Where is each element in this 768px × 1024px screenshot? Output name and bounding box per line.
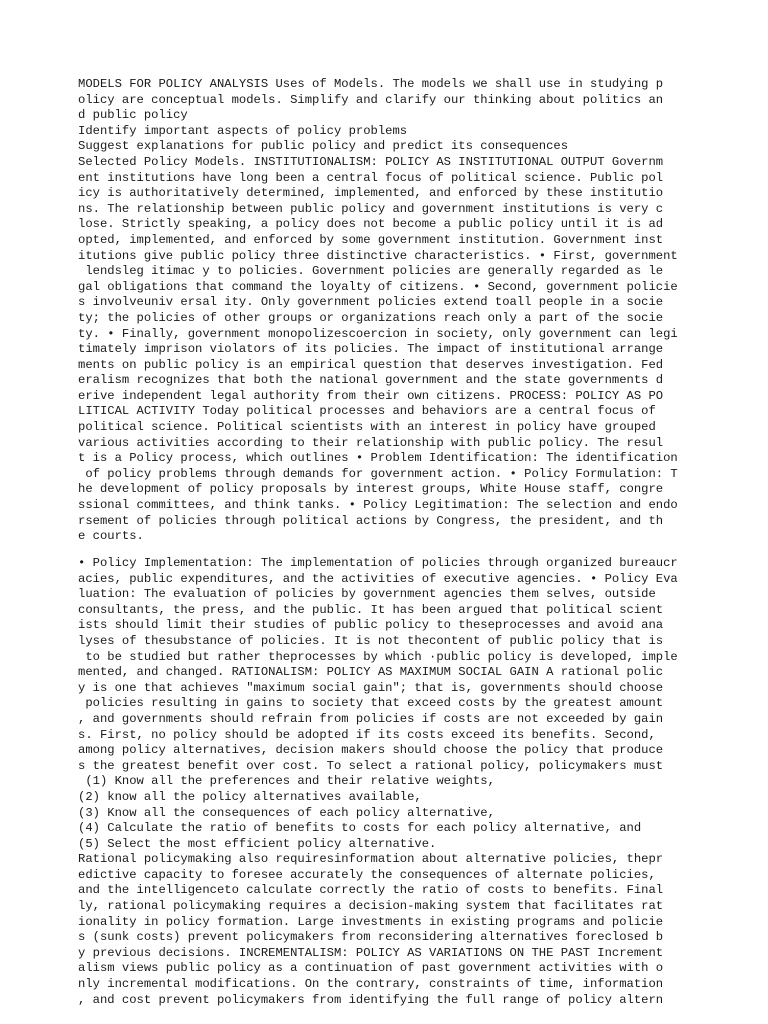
document-paragraph-models-and-process: MODELS FOR POLICY ANALYSIS Uses of Models. The models we shall use in studying p olicy are conceptual models. Simplify and clarify our thinking about politics an d public policy Identify important aspects of policy problems Suggest explanations for public policy and predict its consequences Selected Policy Models. INSTITUTIONALISM: POLICY AS INSTITUTIONAL OUTPUT Governm ent institutions have long been a central focus of political science. Public pol icy is authoritatively determined, implemented, and enforced by these institutio ns. The relationship between public policy and government institutions is very c lose. Strictly speaking, a policy does not become a public policy until it is ad opted, implemented, and enforced by some government institution. Government inst itutions give public policy three distinctive characteristics. • First, government lendsleg itimac y to policies. Government policies are generally regarded as le gal obligations that command the loyalty of citizens. • Second, government policie s involveuniv ersal ity. Only government policies extend toall people in a socie ty; the policies of other groups or organizations reach only a part of the socie ty. • Finally, government monopolizescoercion in society, only government can legi timately imprison violators of its policies. The impact of institutional arrange ments on public policy is an empirical question that deserves investigation. Fed eralism recognizes that both the national government and the state governments d erive independent legal authority from their own citizens. PROCESS: POLICY AS PO LITICAL ACTIVITY Today political processes and behaviors are a central focus of political science. Political scientists with an interest in policy have grouped various activities according to their relationship with public policy. The resul t is a Policy process, which outlines • Problem Identification: The identification of policy problems through demands for government action. • Policy Formulation: T he development of policy proposals by interest groups, White House staff, congre ssional committees, and think tanks. • Policy Legitimation: The selection and endo rsement of policies through political actions by Congress, the president, and th e courts. (78, 77, 678, 544)
document-paragraph-implementation-and-rationalism: • Policy Implementation: The implementation of policies through organized bureaucr acies, public expenditures, and the activities of executive agencies. • Policy Eva luation: The evaluation of policies by government agencies them selves, outside consultants, the press, and the public. It has been argued that political scient ists should limit their studies of public policy to theseprocesses and avoid ana lyses of thesubstance of policies. It is not thecontent of public policy that is to be studied but rather theprocesses by which ·public policy is developed, imple mented, and changed. RATIONALISM: POLICY AS MAXIMUM SOCIAL GAIN A rational polic y is one that achieves "maximum social gain"; that is, governments should choose policies resulting in gains to society that exceed costs by the greatest amount , and governments should refrain from policies if costs are not exceeded by gain s. First, no policy should be adopted if its costs exceed its benefits. Second, among policy alternatives, decision makers should choose the policy that produce s the greatest benefit over cost. To select a rational policy, policymakers must (1) Know all the preferences and their relative weights, (2) know all the policy alternatives available, (3) Know all the consequences of each policy alternative, (4) Calculate the ratio of benefits to costs for each policy alternative, and (5) Select the most efficient policy alternative. Rational policymaking also requiresinformation about alternative policies, thepr edictive capacity to foresee accurately the consequences of alternate policies, and the intelligenceto calculate correctly the ratio of costs to benefits. Final ly, rational policymaking requires a decision-making system that facilitates rat ionality in policy formation. Large investments in existing programs and policie s (sunk costs) prevent policymakers from reconsidering alternatives foreclosed b y previous decisions. INCREMENTALISM: POLICY AS VARIATIONS ON THE PAST Increment alism views public policy as a continuation of past government activities with o nly incremental modifications. On the contrary, constraints of time, information , and cost prevent policymakers from identifying the full range of policy altern (78, 556, 678, 1007)
